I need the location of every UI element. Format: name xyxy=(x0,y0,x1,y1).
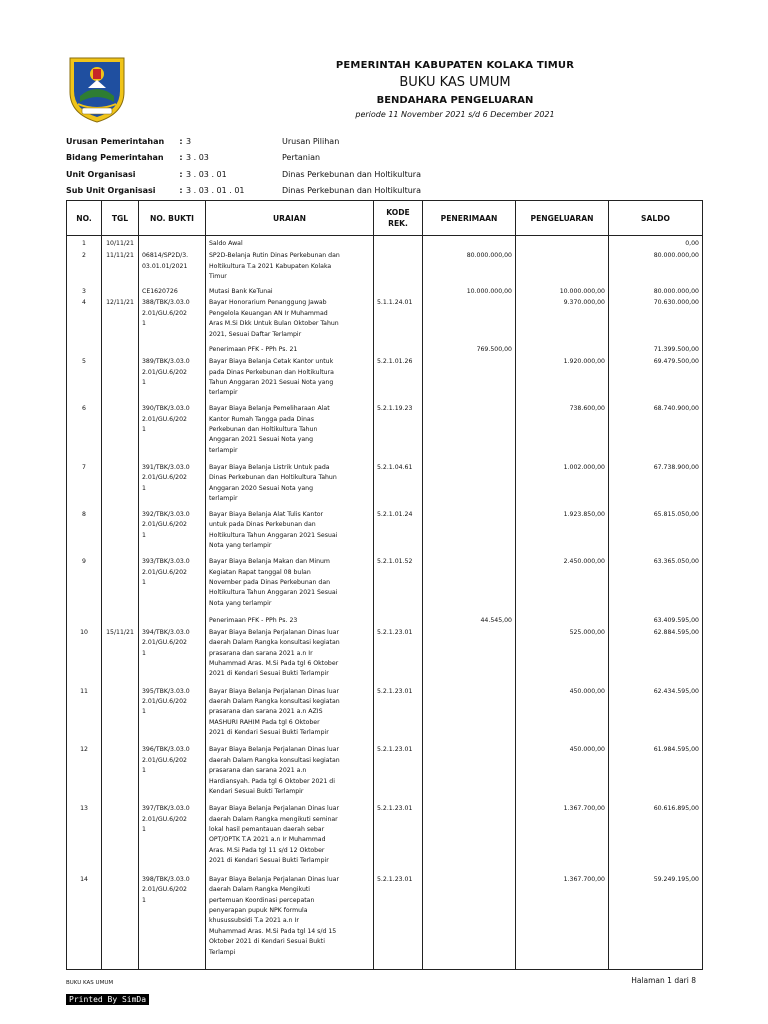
cell-tgl: 11/11/21 xyxy=(102,251,139,286)
empty-cell xyxy=(139,969,206,970)
document-title: BUKU KAS UMUM xyxy=(399,75,511,90)
column-header-uraian: URAIAN xyxy=(206,201,374,236)
cell-bukti: 06814/SP2D/3. 03.01.01/2021 xyxy=(139,251,206,286)
cell-kode: 5.2.1.01.24 xyxy=(374,510,423,557)
cell-pengeluaran: 1.002.000,00 xyxy=(516,463,609,510)
info-colon: : xyxy=(179,186,183,196)
cell-tgl xyxy=(102,404,139,463)
cell-tgl xyxy=(102,557,139,616)
cell-kode xyxy=(374,616,423,628)
info-code: 3 . 03 . 01 xyxy=(186,169,227,179)
table-row xyxy=(67,616,703,628)
cell-tgl xyxy=(102,287,139,299)
cell-kode xyxy=(374,287,423,299)
ledger-body xyxy=(67,236,703,970)
cell-pengeluaran: 450.000,00 xyxy=(516,687,609,746)
cell-tgl: 12/11/21 xyxy=(102,298,139,345)
cell-pengeluaran xyxy=(516,345,609,357)
cell-no: 11 xyxy=(67,687,102,746)
table-row xyxy=(67,628,703,687)
cell-penerimaan xyxy=(423,298,516,345)
cell-bukti xyxy=(139,616,206,628)
cell-saldo: 70.630.000,00 xyxy=(609,298,703,345)
cell-saldo: 62.884.595,00 xyxy=(609,628,703,687)
cell-no: 13 xyxy=(67,804,102,875)
cell-penerimaan xyxy=(423,357,516,404)
cell-uraian: Penerimaan PFK - PPh Ps. 23 xyxy=(206,616,374,628)
cell-tgl xyxy=(102,357,139,404)
cell-no: 3 xyxy=(67,287,102,299)
cell-penerimaan: 769.500,00 xyxy=(423,345,516,357)
footer-doc-name: BUKU KAS UMUM xyxy=(66,980,114,986)
cell-kode: 5.2.1.23.01 xyxy=(374,804,423,875)
cell-penerimaan xyxy=(423,745,516,804)
empty-cell xyxy=(609,969,703,970)
column-header-saldo: SALDO xyxy=(609,201,703,236)
cell-saldo: 67.738.900,00 xyxy=(609,463,703,510)
cell-uraian: Mutasi Bank KeTunai xyxy=(206,287,374,299)
cell-penerimaan: 10.000.000,00 xyxy=(423,287,516,299)
cell-tgl xyxy=(102,463,139,510)
table-row xyxy=(67,357,703,404)
cell-penerimaan xyxy=(423,875,516,969)
cell-uraian: Bayar Biaya Belanja Makan dan Minum Kegiatan Rapat tanggal 08 bulan November pada Dinas Perkebunan dan Holtikultura Tahun Anggaran 2021 Sesuai Nota yang terlampir xyxy=(206,557,374,616)
info-label: Urusan Pemerintahan xyxy=(66,136,165,146)
cell-uraian: Bayar Biaya Belanja Alat Tulis Kantor untuk pada Dinas Perkebunan dan Holtikultura Tahun Anggaran 2021 Sesuai Nota yang terlampir xyxy=(206,510,374,557)
kolaka-timur-crest-icon xyxy=(66,52,128,124)
cell-kode: 5.2.1.01.52 xyxy=(374,557,423,616)
cell-saldo: 63.409.595,00 xyxy=(609,616,703,628)
cell-saldo: 69.479.500,00 xyxy=(609,357,703,404)
cell-bukti: 394/TBK/3.03.0 2.01/GU.6/202 1 xyxy=(139,628,206,687)
cell-pengeluaran: 1.923.850,00 xyxy=(516,510,609,557)
table-row xyxy=(67,404,703,463)
table-row xyxy=(67,687,703,746)
cell-no: 2 xyxy=(67,251,102,286)
cell-bukti xyxy=(139,345,206,357)
cell-saldo: 62.434.595,00 xyxy=(609,687,703,746)
info-desc: Urusan Pilihan xyxy=(282,136,340,146)
cell-saldo: 60.616.895,00 xyxy=(609,804,703,875)
cell-uraian: SP2D-Belanja Rutin Dinas Perkebunan dan Holtikultura T.a 2021 Kabupaten Kolaka Timur xyxy=(206,251,374,286)
table-row xyxy=(67,875,703,969)
cell-kode xyxy=(374,251,423,286)
page-number: Halaman 1 dari 8 xyxy=(631,976,696,985)
cell-no: 4 xyxy=(67,298,102,345)
cell-penerimaan xyxy=(423,557,516,616)
cell-bukti: 392/TBK/3.03.0 2.01/GU.6/202 1 xyxy=(139,510,206,557)
cell-penerimaan xyxy=(423,804,516,875)
cell-kode xyxy=(374,345,423,357)
cell-no: 10 xyxy=(67,628,102,687)
printed-by-badge: Printed By SimDa xyxy=(66,994,149,1005)
table-row xyxy=(67,463,703,510)
cell-bukti: CE1620726 xyxy=(139,287,206,299)
cell-no: 9 xyxy=(67,557,102,616)
cell-bukti: 397/TBK/3.03.0 2.01/GU.6/202 1 xyxy=(139,804,206,875)
column-header-pengeluaran: PENGELUARAN xyxy=(516,201,609,236)
cell-tgl xyxy=(102,345,139,357)
column-header-bukti: NO. BUKTI xyxy=(139,201,206,236)
info-row xyxy=(66,150,482,167)
cell-pengeluaran: 1.367.700,00 xyxy=(516,875,609,969)
empty-cell xyxy=(423,969,516,970)
cell-saldo: 71.399.500,00 xyxy=(609,345,703,357)
cell-tgl: 10/11/21 xyxy=(102,236,139,252)
cell-penerimaan xyxy=(423,628,516,687)
cell-penerimaan xyxy=(423,236,516,252)
cell-tgl xyxy=(102,687,139,746)
info-desc: Pertanian xyxy=(282,153,321,163)
cell-no: 5 xyxy=(67,357,102,404)
cell-bukti: 391/TBK/3.03.0 2.01/GU.6/202 1 xyxy=(139,463,206,510)
cell-saldo: 0,00 xyxy=(609,236,703,252)
info-code: 3 xyxy=(186,136,192,146)
column-header-no: NO. xyxy=(67,201,102,236)
cell-penerimaan xyxy=(423,404,516,463)
cell-uraian: Bayar Biaya Belanja Perjalanan Dinas luar daerah Dalam Rangka konsultasi kegiatan prasarana dan sarana 2021 a.n Ir Muhammad Aras. M.Si Pada tgl 6 Oktober 2021 di Kendari Sesuai Bukti Terlampir xyxy=(206,628,374,687)
cell-pengeluaran: 9.370.000,00 xyxy=(516,298,609,345)
cell-pengeluaran: 10.000.000,00 xyxy=(516,287,609,299)
empty-cell xyxy=(67,969,102,970)
cell-kode xyxy=(374,236,423,252)
cell-uraian: Bayar Biaya Belanja Cetak Kantor untuk pada Dinas Perkebunan dan Holtikultura Tahun Anggaran 2021 Sesuai Nota yang terlampir xyxy=(206,357,374,404)
cell-pengeluaran: 1.920.000,00 xyxy=(516,357,609,404)
cell-pengeluaran xyxy=(516,236,609,252)
cell-uraian: Bayar Biaya Belanja Perjalanan Dinas luar daerah Dalam Rangka konsultasi kegiatan prasarana dan sarana 2021 a.n AZIS MASHURI RAHIM Pada tgl 6 Oktober 2021 di Kendari Sesuai Bukti Terlampir xyxy=(206,687,374,746)
cell-no: 14 xyxy=(67,875,102,969)
cell-pengeluaran xyxy=(516,251,609,286)
cell-tgl xyxy=(102,804,139,875)
cell-penerimaan: 80.000.000,00 xyxy=(423,251,516,286)
info-row xyxy=(66,133,482,150)
cell-kode: 5.2.1.19.23 xyxy=(374,404,423,463)
cell-saldo: 63.365.050,00 xyxy=(609,557,703,616)
period-text: periode 11 November 2021 s/d 6 December 2021 xyxy=(355,110,555,119)
cell-no xyxy=(67,616,102,628)
ledger-table xyxy=(66,200,703,970)
cell-saldo: 68.740.900,00 xyxy=(609,404,703,463)
table-row xyxy=(67,557,703,616)
cell-pengeluaran: 1.367.700,00 xyxy=(516,804,609,875)
cell-kode: 5.2.1.23.01 xyxy=(374,628,423,687)
cell-kode: 5.1.1.24.01 xyxy=(374,298,423,345)
info-desc: Dinas Perkebunan dan Holtikultura xyxy=(282,186,421,196)
table-row xyxy=(67,745,703,804)
cell-kode: 5.2.1.23.01 xyxy=(374,687,423,746)
cell-bukti: 393/TBK/3.03.0 2.01/GU.6/202 1 xyxy=(139,557,206,616)
government-title: PEMERINTAH KABUPATEN KOLAKA TIMUR xyxy=(335,60,575,71)
cell-uraian: Bayar Biaya Belanja Listrik Untuk pada Dinas Perkebunan dan Holtikultura Tahun Anggaran 2020 Sesuai Nota yang terlampir xyxy=(206,463,374,510)
cell-penerimaan xyxy=(423,463,516,510)
column-header-tgl: TGL xyxy=(102,201,139,236)
info-row xyxy=(66,166,482,183)
info-row xyxy=(66,183,482,200)
empty-cell xyxy=(206,969,374,970)
cell-penerimaan xyxy=(423,687,516,746)
cell-penerimaan xyxy=(423,510,516,557)
cell-tgl xyxy=(102,875,139,969)
table-row xyxy=(67,345,703,357)
cell-pengeluaran xyxy=(516,616,609,628)
table-row xyxy=(67,236,703,252)
empty-cell xyxy=(102,969,139,970)
cell-uraian: Saldo Awal xyxy=(206,236,374,252)
column-header-kode: KODE REK. xyxy=(374,201,423,236)
cell-uraian: Bayar Biaya Belanja Perjalanan Dinas luar daerah Dalam Rangka Mengikuti pertemuan Koordinasi percepatan penyerapan pupuk NPK formula khusussubsidi T.a 2021 a.n Ir Muhammad Aras. M.Si Pada tgl 14 s/d 15 Oktober 2021 di Kendari Sesuai Bukti Terlampi xyxy=(206,875,374,969)
cell-pengeluaran: 450.000,00 xyxy=(516,745,609,804)
cell-no: 12 xyxy=(67,745,102,804)
cell-tgl xyxy=(102,745,139,804)
cell-uraian: Bayar Honorarium Penanggung Jawab Pengelola Keuangan AN Ir Muhammad Aras M.Si Dkk Untuk Bulan Oktober Tahun 2021, Sesuai Daftar Terlampir xyxy=(206,298,374,345)
info-label: Sub Unit Organisasi xyxy=(66,186,156,196)
cell-tgl: 15/11/21 xyxy=(102,628,139,687)
cell-pengeluaran: 2.450.000,00 xyxy=(516,557,609,616)
cell-kode: 5.2.1.23.01 xyxy=(374,875,423,969)
column-header-penerimaan: PENERIMAAN xyxy=(423,201,516,236)
cell-no xyxy=(67,345,102,357)
cell-uraian: Bayar Biaya Belanja Perjalanan Dinas luar daerah Dalam Rangka mengikuti seminar lokal hasil pemantauan daerah sebar OPT/OPTK T.A 2021 a.n Ir Muhammad Aras. M.Si Pada tgl 11 s/d 12 Oktober 2021 di Kendari Sesuai Bukti Terlampir xyxy=(206,804,374,875)
info-label: Bidang Pemerintahan xyxy=(66,153,164,163)
table-row xyxy=(67,251,703,286)
info-label: Unit Organisasi xyxy=(66,169,136,179)
empty-cell xyxy=(516,969,609,970)
table-row xyxy=(67,298,703,345)
info-code: 3 . 03 xyxy=(186,153,209,163)
document-subtitle: BENDAHARA PENGELUARAN xyxy=(376,95,534,106)
cell-no: 6 xyxy=(67,404,102,463)
empty-cell xyxy=(374,969,423,970)
info-colon: : xyxy=(179,169,183,179)
cell-bukti xyxy=(139,236,206,252)
cell-no: 7 xyxy=(67,463,102,510)
cell-bukti: 398/TBK/3.03.0 2.01/GU.6/202 1 xyxy=(139,875,206,969)
cell-tgl xyxy=(102,510,139,557)
table-row xyxy=(67,510,703,557)
cell-saldo: 80.000.000,00 xyxy=(609,287,703,299)
cell-kode: 5.2.1.01.26 xyxy=(374,357,423,404)
cell-kode: 5.2.1.23.01 xyxy=(374,745,423,804)
cell-uraian: Bayar Biaya Belanja Perjalanan Dinas luar daerah Dalam Rangka konsultasi kegiatan prasarana dan sarana 2021 a.n Hardiansyah. Pada tgl 6 Oktober 2021 di Kendari Sesuai Bukti Terlampir xyxy=(206,745,374,804)
info-colon: : xyxy=(179,153,183,163)
info-colon: : xyxy=(179,136,183,146)
cell-bukti: 390/TBK/3.03.0 2.01/GU.6/202 1 xyxy=(139,404,206,463)
cell-kode: 5.2.1.04.61 xyxy=(374,463,423,510)
cell-penerimaan: 44.545,00 xyxy=(423,616,516,628)
cell-bukti: 395/TBK/3.03.0 2.01/GU.6/202 1 xyxy=(139,687,206,746)
cell-bukti: 388/TBK/3.03.0 2.01/GU.6/202 1 xyxy=(139,298,206,345)
cell-no: 8 xyxy=(67,510,102,557)
table-row xyxy=(67,804,703,875)
info-desc: Dinas Perkebunan dan Holtikultura xyxy=(282,169,421,179)
cell-saldo: 65.815.050,00 xyxy=(609,510,703,557)
info-code: 3 . 03 . 01 . 01 xyxy=(186,186,245,196)
cell-no: 1 xyxy=(67,236,102,252)
cell-saldo: 59.249.195,00 xyxy=(609,875,703,969)
organization-info xyxy=(66,133,482,199)
cell-tgl xyxy=(102,616,139,628)
cell-saldo: 80.000.000,00 xyxy=(609,251,703,286)
table-header-row xyxy=(67,201,703,236)
cell-uraian: Bayar Biaya Belanja Pemeliharaan Alat Kantor Rumah Tangga pada Dinas Perkebunan dan Holtikultura Tahun Anggaran 2021 Sesuai Nota yang terlampir xyxy=(206,404,374,463)
cell-pengeluaran: 738.600,00 xyxy=(516,404,609,463)
cell-pengeluaran: 525.000,00 xyxy=(516,628,609,687)
cell-bukti: 396/TBK/3.03.0 2.01/GU.6/202 1 xyxy=(139,745,206,804)
cell-uraian: Penerimaan PFK - PPh Ps. 21 xyxy=(206,345,374,357)
table-filler-row xyxy=(67,969,703,970)
cell-bukti: 389/TBK/3.03.0 2.01/GU.6/202 1 xyxy=(139,357,206,404)
cell-saldo: 61.984.595,00 xyxy=(609,745,703,804)
table-row xyxy=(67,287,703,299)
